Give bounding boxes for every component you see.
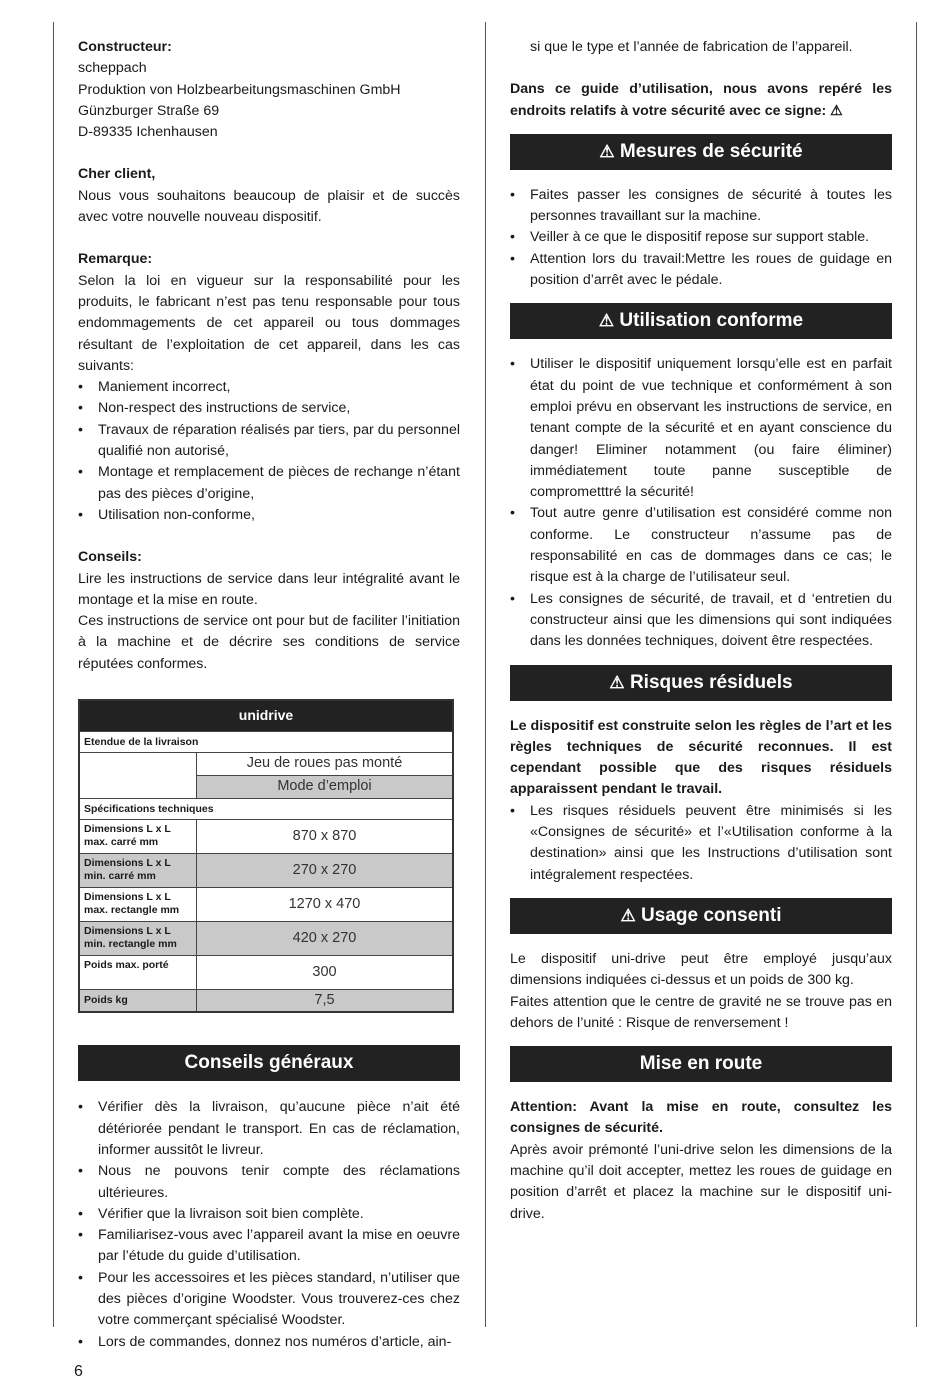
constructor-heading: Constructeur: bbox=[78, 39, 172, 55]
usage-header bbox=[510, 303, 892, 339]
constructor-line: Produktion von Holzbearbeitungsmaschinen GmbH bbox=[78, 81, 401, 98]
page-number: 6 bbox=[74, 1363, 83, 1380]
list-item: • Maniement incorrect, bbox=[78, 377, 460, 398]
warning-icon: ⚠ bbox=[599, 141, 615, 161]
spec-label: Spécifications techniques bbox=[79, 799, 453, 820]
list-item: • Les consignes de sécurité, de travail, et d ‘entretien du constructeur ainsi que les dimensions qui sont indiquées dans les données techniques, doivent être respectées. bbox=[510, 589, 892, 653]
table-row bbox=[79, 990, 453, 1013]
residual-heading: Risques résiduels bbox=[629, 671, 793, 693]
spec-table bbox=[78, 699, 454, 1013]
safety-header bbox=[510, 134, 892, 170]
general-advice-header: Conseils généraux bbox=[78, 1045, 460, 1081]
row-value: 420 x 270 bbox=[197, 922, 454, 956]
delivery-item: Mode d’emploi bbox=[197, 776, 454, 799]
row-label: Poids kg bbox=[79, 990, 197, 1013]
row-label: Dimensions L x L min. carré mm bbox=[79, 854, 197, 888]
warning-icon: ⚠ bbox=[620, 905, 636, 925]
table-row bbox=[79, 820, 453, 854]
list-item: • Tout autre genre d’utilisation est considéré comme non conforme. Le constructeur n’assume pas de responsabilité en cas de dommages dans ce cas; le risque est à la charge de l’utilisateur seul. bbox=[510, 503, 892, 588]
startup-header: Mise en route bbox=[510, 1046, 892, 1082]
row-value: 300 bbox=[197, 956, 454, 990]
table-row bbox=[79, 922, 453, 956]
list-item: • Utiliser le dispositif uniquement lorsqu’elle est en parfait état du point de vue technique et conformément à son emploi prévu en observant les instructions de service, en tenant compte de la sécurité et en ayant conscience du danger! Eliminer notamment (ou faire éliminer) immédiatement toute panne susceptible de comprometttré la sécurité! bbox=[510, 354, 892, 503]
table-row bbox=[79, 854, 453, 888]
constructor-line: scheppach bbox=[78, 60, 147, 77]
list-item: • Utilisation non-conforme, bbox=[78, 505, 460, 526]
list-item: • Pour les accessoires et les pièces standard, n’utiliser que des pièces d’origine Woodster. Vous trouverez-ces chez votre commerçant spécialisé Woodster. bbox=[78, 1268, 460, 1332]
advice-text: Lire les instructions de service dans leur intégralité avant le montage et la mise en route. bbox=[78, 570, 460, 608]
guide-note: Dans ce guide d’utilisation, nous avons repéré les endroits relatifs à votre sécurité avec ce signe: ⚠ bbox=[510, 81, 892, 119]
list-item: • Veiller à ce que le dispositif repose sur support stable. bbox=[510, 227, 892, 248]
client-text: Nous vous souhaitons beaucoup de plaisir et de succès avec votre nouvelle nouveau dispositif. bbox=[78, 187, 460, 226]
general-advice-list bbox=[78, 1097, 460, 1353]
residual-bold-text: Le dispositif est construite selon les règles de l’art et les règles techniques de sécurité reconnues. Il est cependant possible que des risques résiduels apparaissent pendant le travail. bbox=[510, 717, 892, 798]
usage-list bbox=[510, 354, 892, 652]
list-item: • Vérifier dès la livraison, qu’aucune pièce n’ait été détériorée pendant le transport. En cas de réclamation, informer aussitôt le livreur. bbox=[78, 1097, 460, 1161]
row-label: Dimensions L x L max. rectangle mm bbox=[79, 888, 197, 922]
right-margin-rule bbox=[916, 22, 917, 1327]
advice-heading: Conseils: bbox=[78, 549, 142, 566]
list-item: • Lors de commandes, donnez nos numéros d’article, ain- bbox=[78, 1332, 460, 1353]
remark-list bbox=[78, 377, 460, 526]
table-row bbox=[79, 888, 453, 922]
consent-text: Faites attention que le centre de gravité ne se trouve pas en dehors de l’unité : Risque de renversement ! bbox=[510, 993, 892, 1031]
row-value: 7,5 bbox=[197, 990, 454, 1013]
table-title: unidrive bbox=[79, 700, 453, 732]
usage-heading: Utilisation conforme bbox=[619, 310, 804, 332]
list-item: • Non-respect des instructions de service, bbox=[78, 398, 460, 419]
warning-icon: ⚠ bbox=[598, 311, 615, 331]
safety-heading: Mesures de sécurité bbox=[619, 140, 803, 162]
continuation-text: si que le type et l’année de fabrication de l’appareil. bbox=[530, 39, 853, 55]
delivery-item: Jeu de roues pas monté bbox=[197, 753, 454, 776]
list-item: • Montage et remplacement de pièces de rechange n’étant pas des pièces d’origine, bbox=[78, 462, 460, 505]
list-item: • Vérifier que la livraison soit bien complète. bbox=[78, 1204, 460, 1225]
row-label: Dimensions L x L max. carré mm bbox=[79, 820, 197, 854]
delivery-label: Etendue de la livraison bbox=[79, 732, 453, 753]
list-item: • Faites passer les consignes de sécurité à toutes les personnes travaillant sur la machine. bbox=[510, 185, 892, 228]
remark-heading: Remarque: bbox=[78, 251, 153, 268]
row-value: 270 x 270 bbox=[197, 854, 454, 888]
remark-text: Selon la loi en vigueur sur la responsabilité pour les produits, le fabricant n’est pas tenu responsable pour tous endommagements de cet appareil ou tous dommages résultant de l’exploitation de cet appareil, dans les cas suivants: bbox=[78, 272, 460, 374]
client-heading: Cher client, bbox=[78, 166, 156, 183]
safety-list bbox=[510, 185, 892, 291]
row-value: 870 x 870 bbox=[197, 820, 454, 854]
right-column bbox=[510, 37, 892, 1225]
startup-bold-text: Attention: Avant la mise en route, consultez les consignes de sécurité. bbox=[510, 1099, 892, 1137]
row-label: Dimensions L x L min. rectangle mm bbox=[79, 922, 197, 956]
list-item: • Attention lors du travail:Mettre les roues de guidage en position d’arrêt avec le pédale. bbox=[510, 249, 892, 292]
advice-text: Ces instructions de service ont pour but de faciliter l’initiation à la machine et de décrire ses conditions de service réputées conformes. bbox=[78, 613, 460, 672]
consent-header bbox=[510, 898, 892, 934]
constructor-line: D-89335 Ichenhausen bbox=[78, 124, 218, 141]
list-item: • Nous ne pouvons tenir compte des réclamations ultérieures. bbox=[78, 1161, 460, 1204]
consent-heading: Usage consenti bbox=[641, 904, 782, 926]
left-column bbox=[78, 37, 460, 1353]
startup-text: Après avoir prémonté l’uni-drive selon les dimensions de la machine qu’il doit accepter, mettez les roues de guidage en position d’arrêt et placez la machine sur le dispositif uni-drive. bbox=[510, 1141, 892, 1222]
list-item: • Travaux de réparation réalisés par tiers, par du personnel qualifié non autorisé, bbox=[78, 420, 460, 463]
list-item: • Les risques résiduels peuvent être minimisés si les «Consignes de sécurité» et l’«Utilisation conforme à la destination» ainsi que les Instructions d’utilisation sont intégralement respectées. bbox=[510, 801, 892, 886]
empty-cell bbox=[79, 753, 197, 799]
constructor-line: Günzburger Straße 69 bbox=[78, 102, 220, 119]
left-margin-rule bbox=[53, 22, 54, 1327]
warning-icon: ⚠ bbox=[609, 672, 625, 692]
table-row bbox=[79, 956, 453, 990]
consent-text: Le dispositif uni-drive peut être employé jusqu’aux dimensions indiquées ci-dessus et un poids de 300 kg. bbox=[510, 950, 892, 989]
list-item: • Familiarisez-vous avec l’appareil avant la mise en oeuvre par l’étude du guide d’utilisation. bbox=[78, 1225, 460, 1268]
center-rule bbox=[485, 22, 486, 1327]
residual-header bbox=[510, 665, 892, 701]
row-label: Poids max. porté bbox=[79, 956, 197, 990]
row-value: 1270 x 470 bbox=[197, 888, 454, 922]
residual-list bbox=[510, 801, 892, 886]
